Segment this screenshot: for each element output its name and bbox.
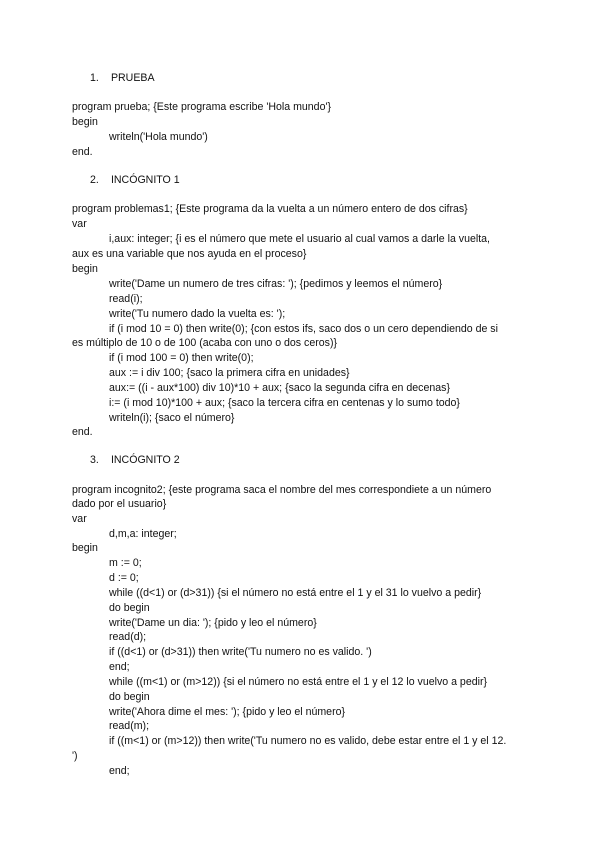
code-line: i:= (i mod 10)*100 + aux; {saco la tercera cifra en centenas y lo sumo todo}	[109, 397, 460, 409]
section-heading-incognito-1	[90, 174, 180, 186]
code-line: while ((d<1) or (d>31)) {si el número no está entre el 1 y el 31 lo vuelvo a pedir}	[109, 587, 482, 599]
code-line: write('Dame un dia: '); {pido y leo el número}	[109, 617, 317, 629]
code-line: m := 0;	[109, 557, 142, 569]
code-line: begin	[72, 542, 98, 554]
code-line: read(i);	[109, 293, 143, 305]
code-line: writeln('Hola mundo')	[109, 131, 208, 143]
code-line: program problemas1; {Este programa da la vuelta a un número entero de dos cifras}	[72, 203, 468, 215]
code-line: end;	[109, 661, 130, 673]
code-line: if ((d<1) or (d>31)) then write('Tu numero no es valido. ')	[109, 646, 372, 658]
code-line: program incognito2; {este programa saca el nombre del mes correspondiete a un número	[72, 484, 492, 496]
code-line: while ((m<1) or (m>12)) {si el número no está entre el 1 y el 12 lo vuelvo a pedir}	[109, 676, 488, 688]
code-line: begin	[72, 263, 98, 275]
code-line: aux := i div 100; {saco la primera cifra en unidades}	[109, 367, 350, 379]
code-line: var	[72, 513, 87, 525]
code-line: write('Tu numero dado la vuelta es: ');	[109, 308, 286, 320]
code-line: begin	[72, 116, 98, 128]
code-line: program prueba; {Este programa escribe 'Hola mundo'}	[72, 101, 332, 113]
code-line: if ((m<1) or (m>12)) then write('Tu numero no es valido, debe estar entre el 1 y el 12.	[109, 735, 507, 747]
code-line: aux es una variable que nos ayuda en el proceso}	[72, 248, 307, 260]
section-number: 2.	[90, 174, 99, 186]
code-line: ')	[72, 750, 78, 762]
code-line: es múltiplo de 10 o de 100 (acaba con uno o dos ceros)}	[72, 337, 338, 349]
code-line: write('Ahora dime el mes: '); {pido y leo el número}	[109, 706, 346, 718]
section-number: 3.	[90, 454, 99, 466]
section-heading-prueba	[90, 72, 155, 84]
section-heading-incognito-2	[90, 454, 180, 466]
section-title: INCÓGNITO 1	[110, 174, 180, 186]
code-line: var	[72, 218, 87, 230]
code-line: dado por el usuario}	[72, 498, 167, 510]
code-line: aux:= ((i - aux*100) div 10)*10 + aux; {saco la segunda cifra en decenas}	[109, 382, 450, 394]
code-line: do begin	[109, 602, 150, 614]
code-line: i,aux: integer; {i es el número que mete el usuario al cual vamos a darle la vuelta,	[109, 233, 490, 245]
code-line: d := 0;	[109, 572, 139, 584]
code-line: read(m);	[109, 720, 150, 732]
code-line: if (i mod 10 = 0) then write(0); {con estos ifs, saco dos o un cero dependiendo de si	[109, 323, 498, 335]
code-line: if (i mod 100 = 0) then write(0);	[109, 352, 254, 364]
code-line: end;	[109, 765, 130, 777]
section-title: INCÓGNITO 2	[110, 454, 180, 466]
section-title: PRUEBA	[110, 72, 155, 84]
code-line: d,m,a: integer;	[109, 528, 177, 540]
code-line: end.	[72, 426, 93, 438]
code-line: write('Dame un numero de tres cifras: '); {pedimos y leemos el número}	[109, 278, 443, 290]
code-line: read(d);	[109, 631, 147, 643]
section-number: 1.	[90, 72, 99, 84]
code-line: do begin	[109, 691, 150, 703]
code-line: writeln(i); {saco el número}	[109, 412, 235, 424]
code-line: end.	[72, 146, 93, 158]
